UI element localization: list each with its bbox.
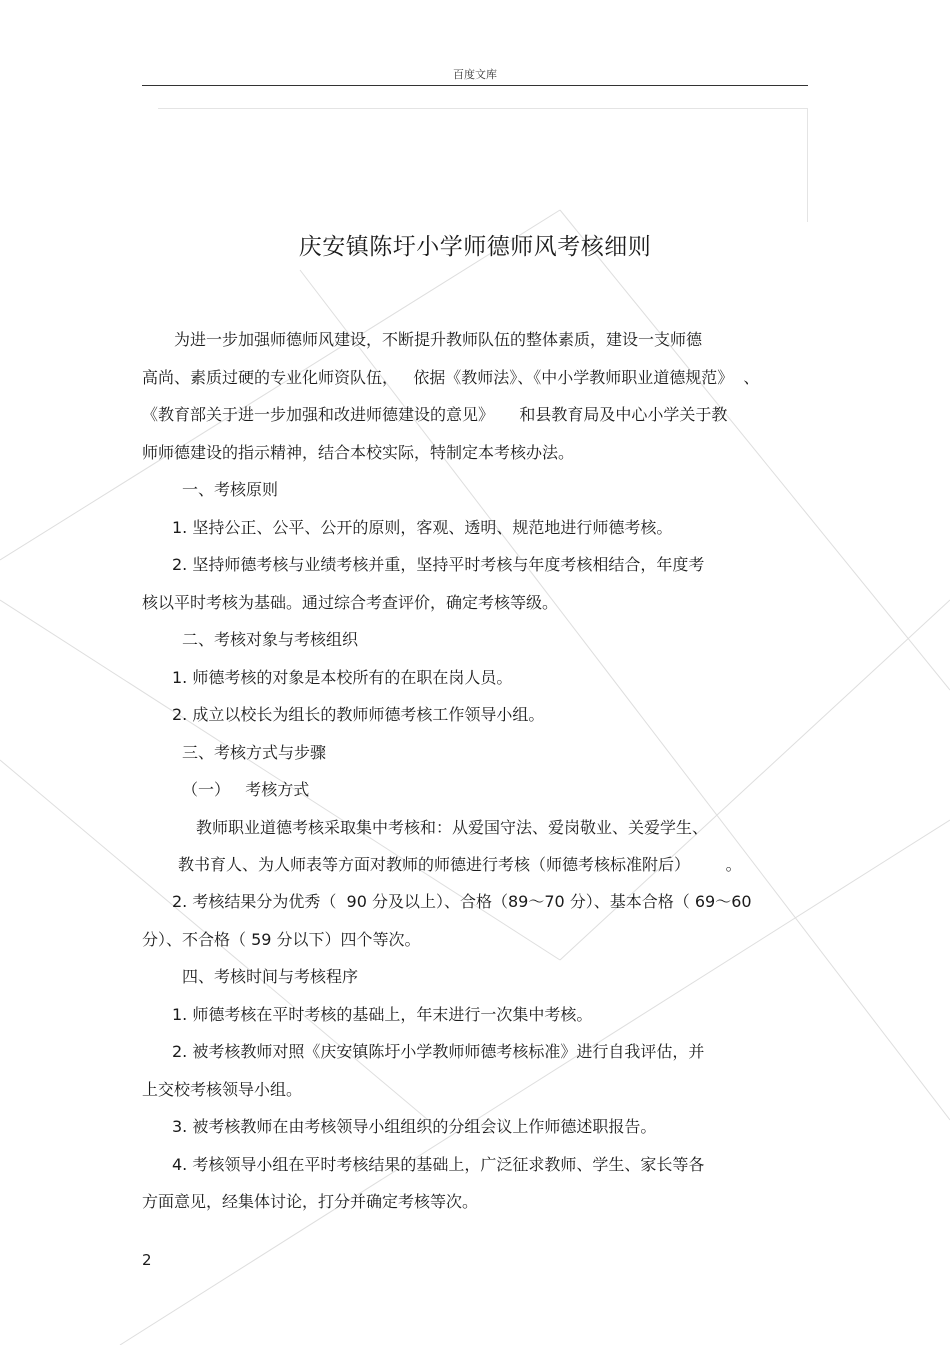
page-number: 2: [142, 1251, 152, 1269]
paragraph-line: 1. 师德考核的对象是本校所有的在职在岗人员。: [172, 668, 513, 687]
page-header: 百度文库: [453, 68, 497, 81]
paragraph-line: 高尚、素质过硬的专业化师资队伍， 依据《教师法》、《中小学教师职业道德规范》 、: [142, 368, 760, 387]
paragraph-line: 教师职业道德考核采取集中考核和：从爱国守法、爱岗敬业、关爱学生、: [196, 818, 709, 837]
frame-right-border: [807, 108, 808, 222]
frame-top-border: [158, 108, 808, 109]
subsection-heading: （一） 考核方式: [182, 780, 310, 799]
paragraph-line: 教书育人、为人师表等方面对教师的师德进行考核（师德考核标准附后） 。: [178, 855, 742, 874]
paragraph-line: 2. 成立以校长为组长的教师师德考核工作领导小组。: [172, 705, 545, 724]
paragraph-line: 师师德建设的指示精神，结合本校实际，特制定本考核办法。: [142, 443, 575, 462]
paragraph-line: 2. 被考核教师对照《庆安镇陈圩小学教师师德考核标准》进行自我评估，并: [172, 1042, 705, 1061]
document-title: 庆安镇陈圩小学师德师风考核细则: [298, 234, 652, 260]
section-heading: 二、考核对象与考核组织: [182, 630, 359, 649]
header-rule: [142, 85, 808, 86]
paragraph-line: 方面意见，经集体讨论，打分并确定考核等次。: [142, 1192, 479, 1211]
paragraph-line: 2. 坚持师德考核与业绩考核并重，坚持平时考核与年度考核相结合，年度考: [172, 555, 705, 574]
paragraph-line: 4. 考核领导小组在平时考核结果的基础上，广泛征求教师、学生、家长等各: [172, 1155, 705, 1174]
section-heading: 三、考核方式与步骤: [182, 743, 327, 762]
paragraph-line: 《教育部关于进一步加强和改进师德建设的意见》 和县教育局及中心小学关于教: [142, 405, 728, 424]
paragraph-line: 1. 师德考核在平时考核的基础上，年末进行一次集中考核。: [172, 1005, 593, 1024]
section-heading: 一、考核原则: [182, 480, 279, 499]
section-heading: 四、考核时间与考核程序: [182, 967, 359, 986]
paragraph-line: 2. 考核结果分为优秀（ 90 分及以上）、合格（89～70 分）、基本合格（ 69～60: [172, 892, 752, 911]
paragraph-line: 分）、不合格（ 59 分以下）四个等次。: [142, 930, 421, 949]
paragraph-line: 1. 坚持公正、公平、公开的原则，客观、透明、规范地进行师德考核。: [172, 518, 673, 537]
paragraph-line: 为进一步加强师德师风建设，不断提升教师队伍的整体素质，建设一支师德: [174, 330, 703, 349]
paragraph-line: 3. 被考核教师在由考核领导小组组织的分组会议上作师德述职报告。: [172, 1117, 657, 1136]
paragraph-line: 核以平时考核为基础。通过综合考查评价，确定考核等级。: [142, 593, 559, 612]
paragraph-line: 上交校考核领导小组。: [142, 1080, 303, 1099]
